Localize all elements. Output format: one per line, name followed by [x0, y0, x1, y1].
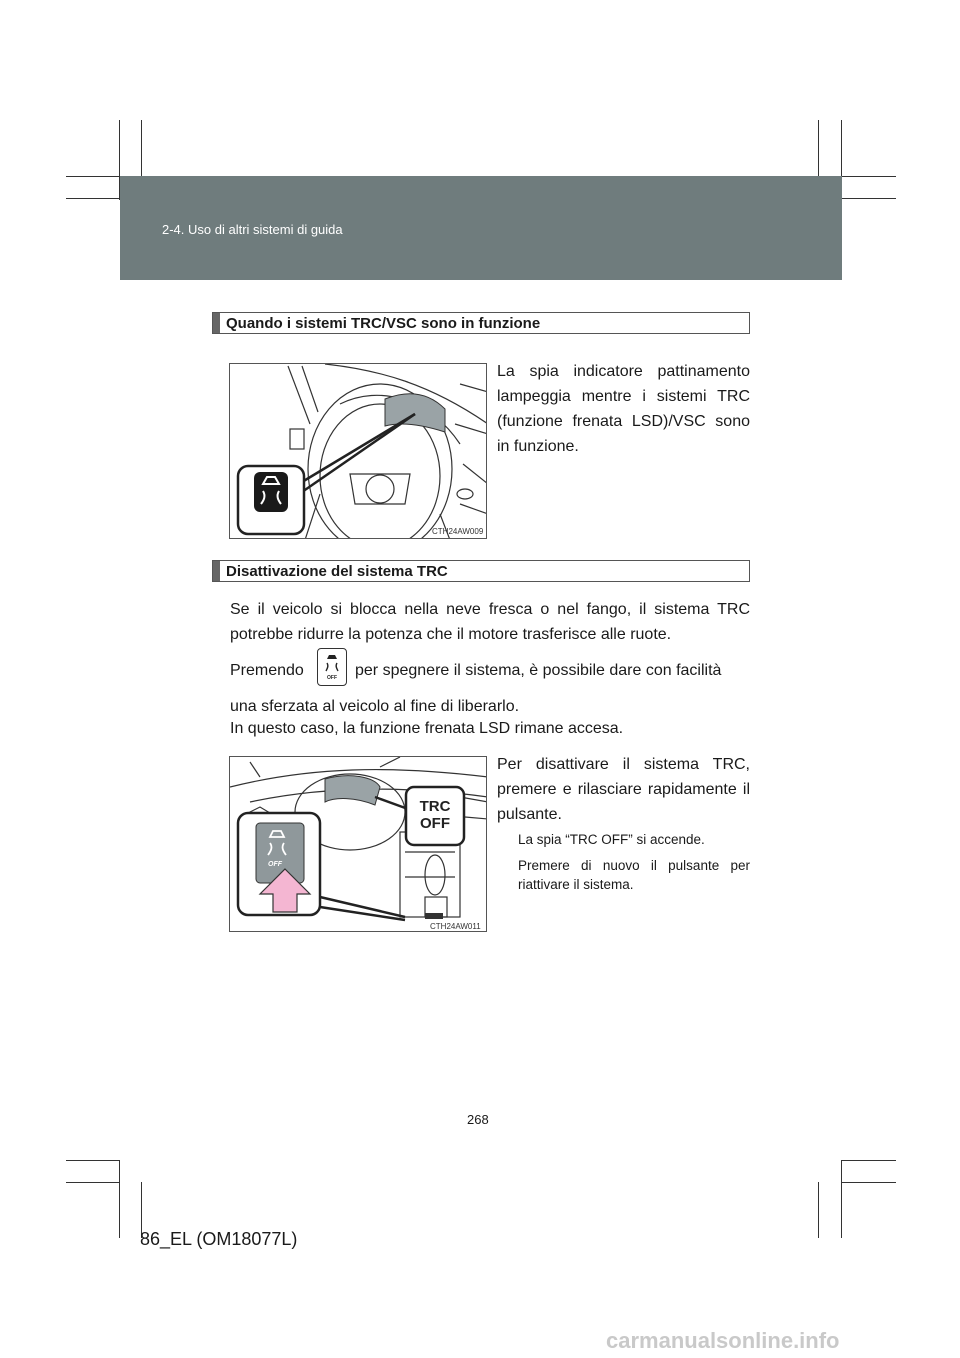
console-illustration — [230, 757, 487, 932]
heading-bar — [213, 313, 220, 333]
crop-mark — [842, 1160, 896, 1161]
crop-mark — [842, 198, 896, 199]
dashboard-illustration — [230, 364, 487, 539]
crop-mark — [66, 1160, 120, 1161]
trc-off-callout-line2: OFF — [420, 815, 450, 832]
figure-code: CTH24AW009 — [432, 527, 484, 536]
section2-note-1: La spia “TRC OFF” si accende. — [518, 832, 705, 847]
section2-paragraph-1: Se il veicolo si blocca nella neve fresca o nel fango, il sistema TRC potrebbe ridurre la potenza che il motore trasferisce alle ruote. — [230, 601, 750, 643]
section2-paragraph-3: In questo caso, la funzione frenata LSD rimane accesa. — [230, 720, 624, 737]
section-heading-text: Quando i sistemi TRC/VSC sono in funzione — [226, 315, 541, 332]
trc-off-button-icon — [317, 648, 347, 686]
crop-mark — [818, 1182, 819, 1238]
section2-paragraph-2-cont: una sferzata al veicolo al fine di liberarlo. — [230, 698, 520, 715]
figure-trc-off-button — [229, 756, 487, 932]
section1-description: La spia indicatore pattinamento lampeggia mentre i sistemi TRC (funzione frenata LSD)/VSC sono in funzione. — [497, 363, 750, 455]
figure-code: CTH24AW011 — [430, 922, 481, 931]
crop-mark — [66, 1182, 120, 1183]
page-number: 268 — [467, 1112, 489, 1127]
crop-mark — [841, 1160, 842, 1238]
section2-instruction: Per disattivare il sistema TRC, premere e rilasciare rapidamente il pulsante. — [497, 756, 750, 823]
document-code: 86_EL (OM18077L) — [140, 1229, 298, 1249]
para2-after-text: per spegnere il sistema, è possibile dare con facilità — [355, 662, 722, 679]
breadcrumb: 2-4. Uso di altri sistemi di guida — [162, 222, 343, 237]
section-heading-text: Disattivazione del sistema TRC — [226, 563, 448, 580]
crop-mark — [119, 1160, 120, 1238]
watermark: carmanualsonline.info — [606, 1328, 840, 1353]
section2-note-2: Premere di nuovo il pulsante per riattivare il sistema. — [518, 858, 750, 892]
crop-mark — [66, 176, 120, 177]
svg-text:OFF: OFF — [268, 861, 282, 868]
figure-slip-indicator — [229, 363, 487, 539]
crop-mark — [842, 176, 896, 177]
section-heading-trc-disable — [212, 560, 750, 582]
heading-bar — [213, 561, 220, 581]
para2-before-text: Premendo — [230, 662, 304, 679]
section-heading-trc-vsc-active — [212, 312, 750, 334]
section2-paragraph-2 — [230, 648, 750, 690]
crop-mark — [66, 198, 120, 199]
trc-off-callout-line1: TRC — [419, 798, 451, 815]
svg-text:OFF: OFF — [327, 675, 337, 681]
crop-mark — [842, 1182, 896, 1183]
